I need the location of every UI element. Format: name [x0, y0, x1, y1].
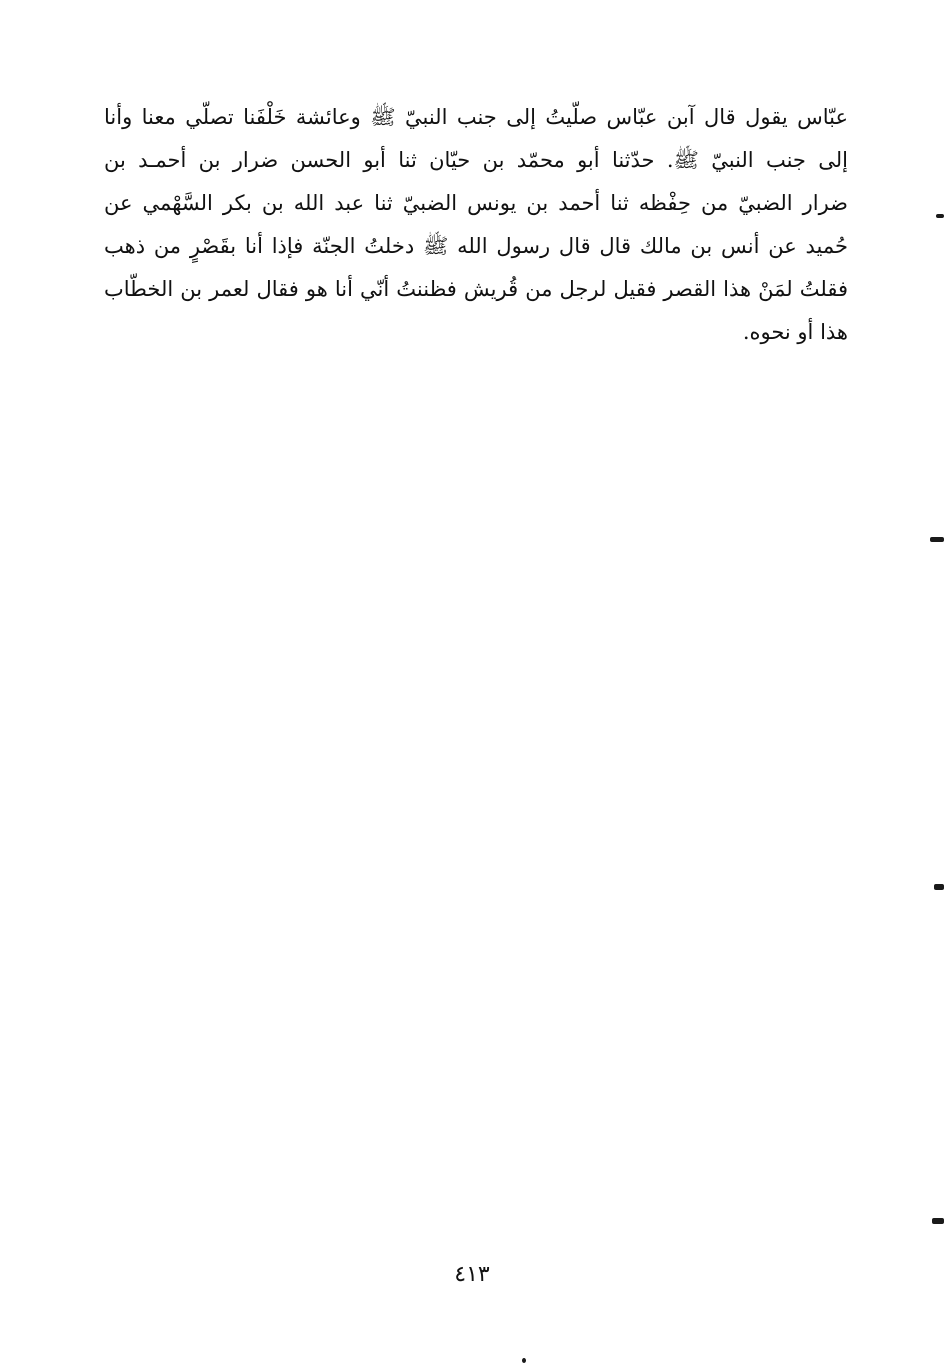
- scan-mark: [932, 1218, 944, 1224]
- page-number: ٤١٣: [454, 1262, 490, 1287]
- text-block: [104, 96, 848, 354]
- text-line-6: هذا أو نحوه.: [742, 320, 848, 344]
- text-line-5: فقلتُ لمَنْ هذا القصر فقيل لرجل من قُريش فظننتُ أنّي أنا هو فقال لعمر بن الخطّاب: [104, 277, 848, 301]
- text-line-2: إلى جنب النبيّ ﷺ. حدّثنا أبو محمّد بن حيّان ثنا أبو الحسن ضرار بن أحمـد بن: [104, 148, 848, 172]
- text-line-1: عبّاس يقول قال آبن عبّاس صلّيتُ إلى جنب النبيّ ﷺ وعائشة خَلْفَنا تصلّي معنا وأنا: [104, 105, 848, 129]
- text-line-4: حُميد عن أنس بن مالك قال قال رسول الله ﷺ دخلتُ الجنّة فإذا أنا بقَصْرٍ من ذهب: [104, 234, 848, 258]
- scan-mark: [936, 214, 944, 218]
- scan-mark: [930, 537, 944, 542]
- scan-mark: [934, 884, 944, 890]
- scan-mark: [522, 1358, 526, 1363]
- text-line-3: ضرار الضبيّ من حِفْظه ثنا أحمد بن يونس الضبيّ ثنا عبد الله بن بكر السَّهْمي عن: [104, 191, 848, 215]
